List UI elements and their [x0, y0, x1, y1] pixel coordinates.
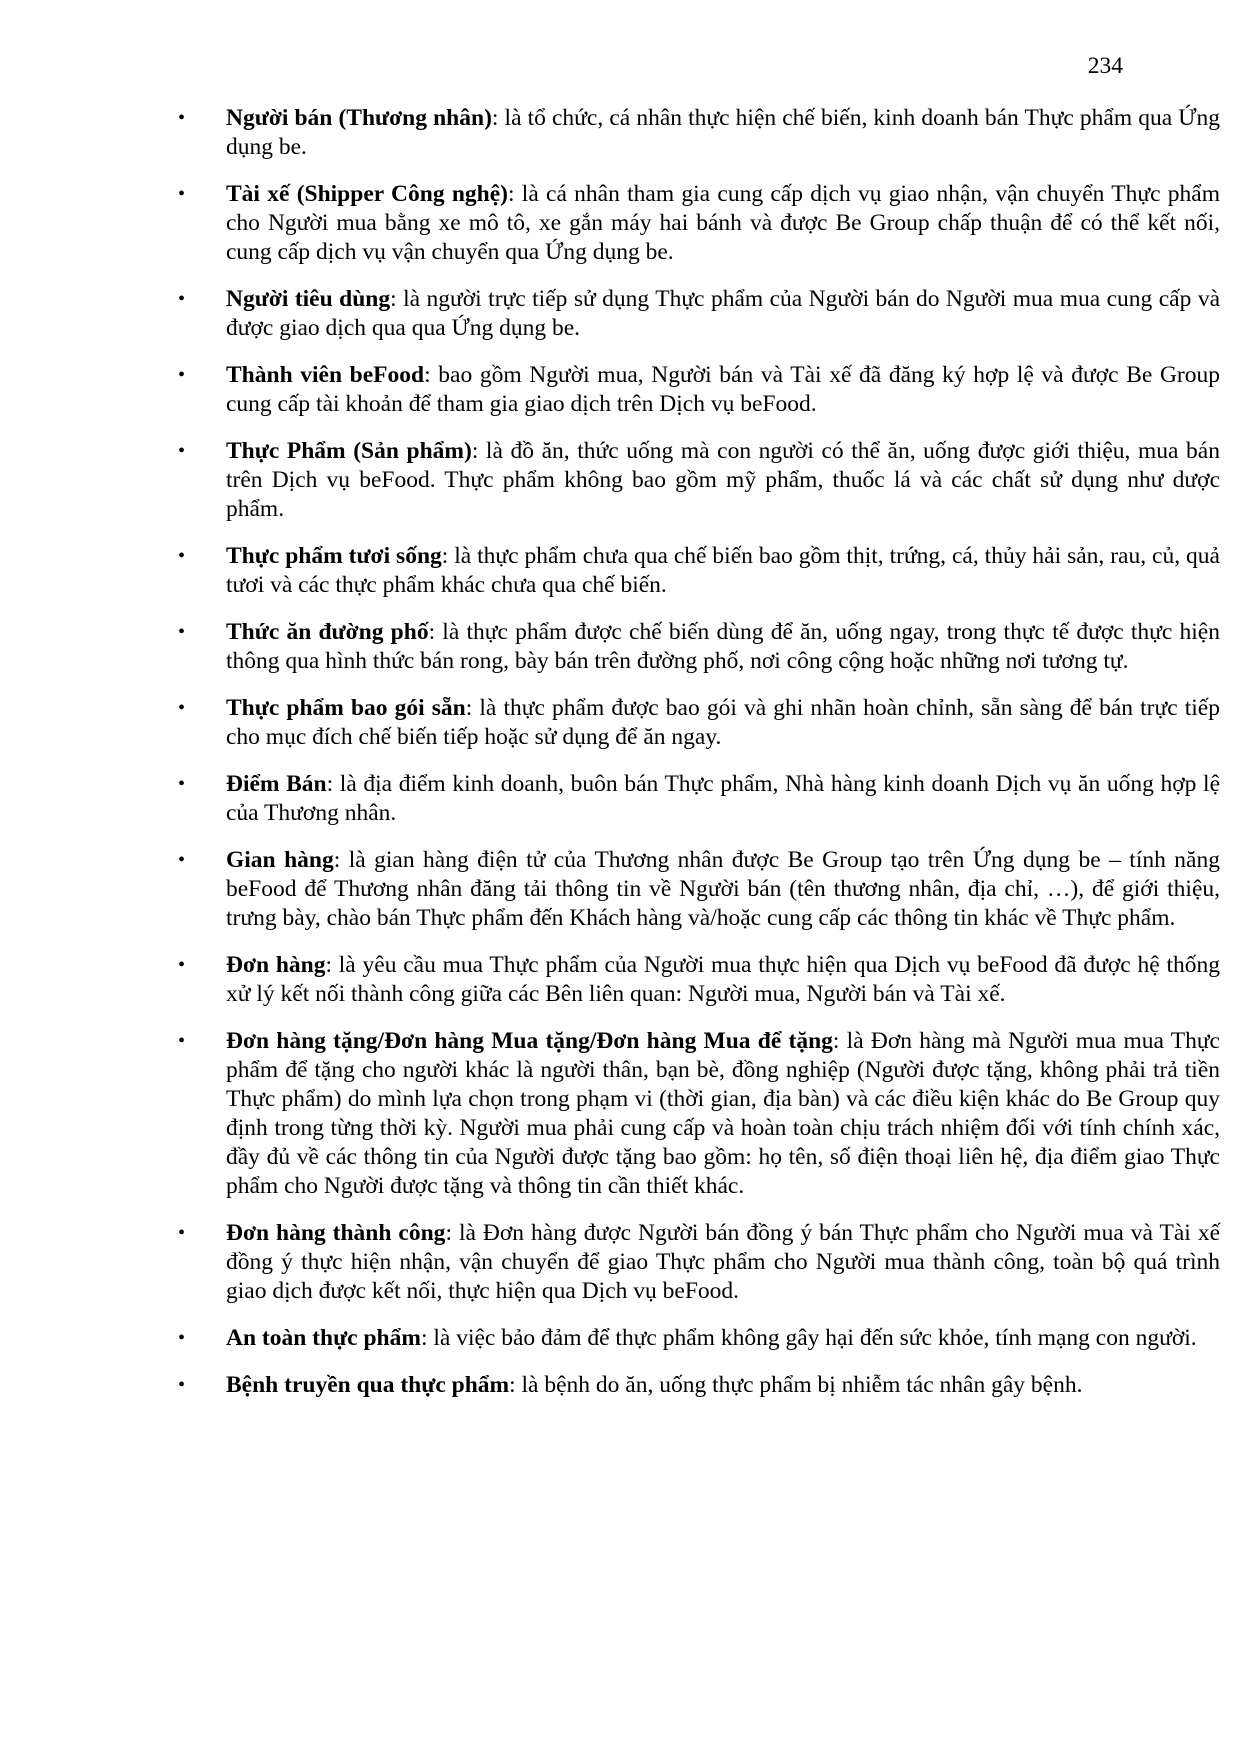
term-label: Đơn hàng thành công: [226, 1220, 446, 1246]
term-label: Đơn hàng tặng/Đơn hàng Mua tặng/Đơn hàng Mua để tặng: [226, 1028, 833, 1054]
definition-item: [178, 361, 1220, 419]
definition-item: [178, 846, 1220, 933]
definition-text: : là thực phẩm được chế biến dùng để ăn, uống ngay, trong thực tế được thực hiện thông qua hình thức bán rong, bày bán trên đường phố, nơi công cộng hoặc những nơi tương tự.: [226, 619, 1220, 674]
bullet-icon: •: [178, 954, 186, 976]
bullet-icon: •: [178, 545, 186, 567]
definition-item: [178, 1324, 1220, 1353]
definition-text: : là tổ chức, cá nhân thực hiện chế biến, kinh doanh bán Thực phẩm qua Ứng dụng be.: [226, 105, 1220, 160]
bullet-icon: •: [178, 183, 186, 205]
term-label: Điểm Bán: [226, 771, 327, 797]
definition-text: : là bệnh do ăn, uống thực phẩm bị nhiễm tác nhân gây bệnh.: [509, 1372, 1083, 1398]
bullet-icon: •: [178, 364, 186, 386]
definition-item: [178, 1219, 1220, 1306]
definition-text: : là thực phẩm được bao gói và ghi nhãn hoàn chỉnh, sẵn sàng để bán trực tiếp cho mục đích chế biến tiếp hoặc sử dụng để ăn ngay.: [226, 695, 1220, 750]
definition-text: : là cá nhân tham gia cung cấp dịch vụ giao nhận, vận chuyển Thực phẩm cho Người mua bằng xe mô tô, xe gắn máy hai bánh và được Be Group chấp thuận để có thể kết nối, cung cấp dịch vụ vận chuyển qua Ứng dụng be.: [226, 181, 1220, 265]
bullet-icon: •: [178, 773, 186, 795]
term-label: Người bán (Thương nhân): [226, 105, 492, 131]
bullet-icon: •: [178, 288, 186, 310]
term-label: Thành viên beFood: [226, 362, 425, 388]
definition-item: [178, 694, 1220, 752]
term-label: Thức ăn đường phố: [226, 619, 429, 645]
bullet-icon: •: [178, 849, 186, 871]
definition-text: : bao gồm Người mua, Người bán và Tài xế đã đăng ký hợp lệ và được Be Group cung cấp tài khoản để tham gia giao dịch trên Dịch vụ beFood.: [226, 362, 1220, 417]
definition-item: [178, 437, 1220, 524]
definition-item: [178, 542, 1220, 600]
term-label: Thực Phẩm (Sản phẩm): [226, 438, 472, 464]
bullet-icon: •: [178, 1222, 186, 1244]
definitions-list: [178, 104, 1221, 1418]
bullet-icon: •: [178, 697, 186, 719]
definition-item: [178, 1371, 1220, 1400]
definition-text: : là Đơn hàng mà Người mua mua Thực phẩm để tặng cho người khác là người thân, bạn bè, đồng nghiệp (Người được tặng, không phải trả tiền Thực phẩm) do mình lựa chọn trong phạm vi (thời gian, địa bàn) và các điều kiện khác do Be Group quy định trong từng thời kỳ. Người mua phải cung cấp và hoàn toàn chịu trách nhiệm đối với tính chính xác, đầy đủ về các thông tin của Người được tặng bao gồm: họ tên, số điện thoại liên hệ, địa điểm giao Thực phẩm cho Người được tặng và thông tin cần thiết khác.: [226, 1028, 1220, 1199]
term-label: Thực phẩm bao gói sẵn: [226, 695, 466, 721]
definition-item: [178, 285, 1221, 343]
term-label: Người tiêu dùng: [226, 286, 391, 312]
bullet-icon: •: [178, 1374, 186, 1396]
bullet-icon: •: [178, 107, 186, 129]
bullet-icon: •: [178, 1327, 186, 1349]
definition-text: : là gian hàng điện tử của Thương nhân được Be Group tạo trên Ứng dụng be – tính năng beFood để Thương nhân đăng tải thông tin về Người bán (tên thương nhân, địa chỉ, …), để giới thiệu, trưng bày, chào bán Thực phẩm đến Khách hàng và/hoặc cung cấp các thông tin khác về Thực phẩm.: [226, 847, 1220, 931]
term-label: Tài xế (Shipper Công nghệ): [226, 181, 508, 207]
bullet-icon: •: [178, 1030, 186, 1052]
term-label: Gian hàng: [226, 847, 334, 873]
definition-item: [178, 180, 1220, 267]
definition-item: [178, 104, 1220, 162]
definition-item: [178, 1027, 1220, 1201]
term-label: Đơn hàng: [226, 952, 326, 978]
definition-item: [178, 770, 1221, 828]
definition-text: : là Đơn hàng được Người bán đồng ý bán Thực phẩm cho Người mua và Tài xế đồng ý thực hiện nhận, vận chuyển để giao Thực phẩm cho Người mua thành công, toàn bộ quá trình giao dịch được kết nối, thực hiện qua Dịch vụ beFood.: [226, 1220, 1220, 1304]
definition-text: : là yêu cầu mua Thực phẩm của Người mua thực hiện qua Dịch vụ beFood đã được hệ thống xử lý kết nối thành công giữa các Bên liên quan: Người mua, Người bán và Tài xế.: [226, 952, 1220, 1007]
definition-text: : là địa điểm kinh doanh, buôn bán Thực phẩm, Nhà hàng kinh doanh Dịch vụ ăn uống hợp lệ của Thương nhân.: [226, 771, 1221, 826]
term-label: Thực phẩm tươi sống: [226, 543, 442, 569]
bullet-icon: •: [178, 440, 186, 462]
term-label: An toàn thực phẩm: [226, 1325, 421, 1351]
definition-item: [178, 951, 1220, 1009]
definition-text: : là việc bảo đảm để thực phẩm không gây hại đến sức khỏe, tính mạng con người.: [420, 1325, 1197, 1351]
definition-item: [178, 618, 1220, 676]
bullet-icon: •: [178, 621, 186, 643]
definition-text: : là đồ ăn, thức uống mà con người có thể ăn, uống được giới thiệu, mua bán trên Dịch vụ beFood. Thực phẩm không bao gồm mỹ phẩm, thuốc lá và các chất sử dụng như dược phẩm.: [226, 438, 1220, 522]
definition-text: : là thực phẩm chưa qua chế biến bao gồm thịt, trứng, cá, thủy hải sản, rau, củ, quả tươi và các thực phẩm khác chưa qua chế biến.: [226, 543, 1220, 598]
definition-text: : là người trực tiếp sử dụng Thực phẩm của Người bán do Người mua mua cung cấp và được giao dịch qua qua Ứng dụng be.: [226, 286, 1221, 341]
term-label: Bệnh truyền qua thực phẩm: [226, 1372, 510, 1398]
page-number: 234: [1087, 53, 1123, 79]
